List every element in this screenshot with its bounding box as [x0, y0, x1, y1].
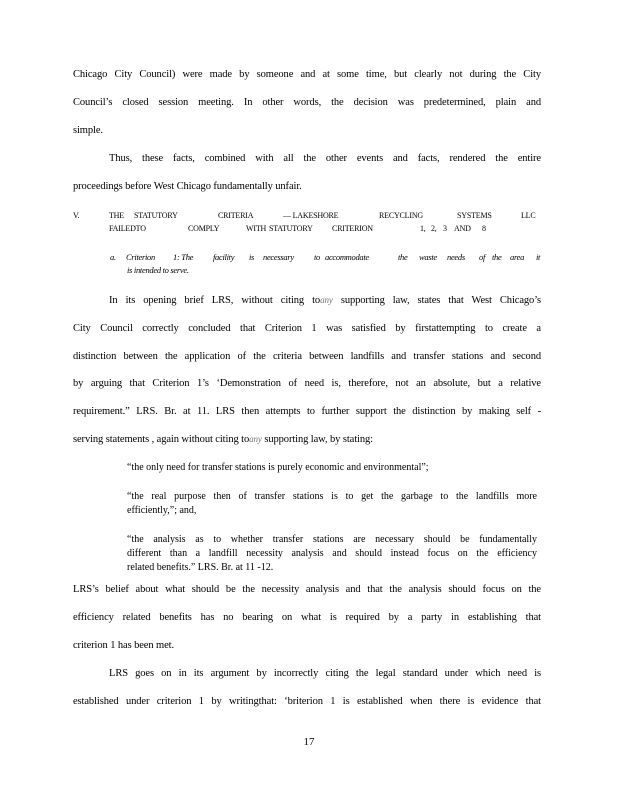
- heading-word: STATUTORY: [269, 224, 313, 233]
- opening-line-1: [109, 295, 541, 306]
- sub-word: area: [510, 252, 525, 262]
- opening-line-2: City Council correctly concluded that Criterion 1 was satisfied by firstattempting to create a: [73, 323, 541, 334]
- heading-word: 3: [443, 224, 447, 233]
- heading-word: SYSTEMS: [457, 211, 492, 220]
- text-run: supporting law, by stating:: [261, 434, 373, 445]
- opening-line-6: [73, 434, 541, 445]
- sub-word: needs: [447, 252, 465, 262]
- sub-word: facility: [213, 252, 235, 262]
- bullet-2-line-2: efficiently,”; and,: [127, 505, 197, 516]
- body-line-3: simple.: [73, 125, 103, 136]
- opening-line-3: distinction between the application of the criteria between landfills and transfer stations and second: [73, 351, 541, 362]
- heading-word: RECYCLING: [379, 211, 423, 220]
- goes-line-2: established under criterion 1 by writingthat: ‘briterion 1 is established when there is evidence that: [73, 696, 541, 707]
- sub-word: 1: The: [173, 252, 194, 262]
- thus-line-1: Thus, these facts, combined with all the other events and facts, rendered the entire: [109, 153, 541, 164]
- heading-word: 8: [482, 224, 486, 233]
- thus-line-2: proceedings before West Chicago fundamentally unfair.: [73, 181, 302, 192]
- sub-word: a.: [110, 252, 116, 262]
- sub-word: the: [492, 252, 502, 262]
- sub-word: is: [249, 252, 255, 262]
- sub-word: it: [536, 252, 541, 262]
- body-line-2: Council’s closed session meeting. In other words, the decision was predetermined, plain and: [73, 97, 541, 108]
- heading-word: CRITERION: [332, 224, 373, 233]
- sub-line-2: is intended to serve.: [127, 265, 189, 275]
- bullet-3-line-2: different than a landfill necessity analysis and should instead focus on the efficiency: [127, 548, 537, 559]
- bullet-3-line-1: “the analysis as to whether transfer stations are necessary should be fundamentally: [127, 534, 537, 545]
- body-line-1: Chicago City Council) were made by someone and at some time, but clearly not during the City: [73, 69, 541, 80]
- sub-word: necessary: [263, 252, 294, 262]
- heading-word: CRITERIA: [218, 211, 254, 220]
- heading-word: FAILEDTO: [109, 224, 146, 233]
- text-run: supporting law, states that West Chicago’s: [332, 295, 542, 306]
- bullet-2-line-1: “the real purpose then of transfer stations is to get the garbage to the landfills more: [127, 491, 537, 502]
- text-run-any: any: [249, 434, 262, 444]
- bullet-1-line-1: “the only need for transfer stations is purely economic and environmental”;: [127, 462, 429, 473]
- page-number: 17: [303, 736, 315, 748]
- sub-word: of: [479, 252, 486, 262]
- text-run: In its opening brief LRS, without citing to: [109, 295, 321, 306]
- heading-word: — LAKESHORE: [283, 211, 339, 220]
- goes-line-1: LRS goes on in its argument by incorrectly citing the legal standard under which need is: [109, 668, 541, 679]
- sub-word: waste: [419, 252, 437, 262]
- heading-word: WITH: [246, 224, 267, 233]
- heading-word: 2,: [431, 224, 437, 233]
- heading-word: THE: [109, 211, 124, 220]
- section-number: V.: [73, 211, 80, 220]
- belief-line-1: LRS’s belief about what should be the necessity analysis and that the analysis should focus on the: [73, 584, 541, 595]
- sub-word: to: [314, 252, 321, 262]
- heading-word: LLC: [521, 211, 536, 220]
- heading-word: AND: [454, 224, 471, 233]
- belief-line-2: efficiency related benefits has no bearing on what is required by a party in establishing that: [73, 612, 541, 623]
- heading-word: COMPLY: [188, 224, 220, 233]
- text-run-any: any: [320, 295, 333, 305]
- sub-word: accommodate: [325, 252, 369, 262]
- sub-word: Criterion: [126, 252, 155, 262]
- belief-line-3: criterion 1 has been met.: [73, 640, 175, 651]
- opening-line-5: requirement.” LRS. Br. at 11. LRS then attempts to further support the distinction by making self -: [73, 406, 541, 417]
- sub-word: the: [398, 252, 408, 262]
- opening-line-4: by arguing that Criterion 1’s ‘Demonstration of need is, therefore, not an absolute, but a relative: [73, 378, 541, 389]
- heading-word: 1,: [420, 224, 426, 233]
- bullet-3-line-3: related benefits.” LRS. Br. at 11 -12.: [127, 562, 274, 573]
- text-run: serving statements , again without citing to: [73, 434, 250, 445]
- heading-word: STATUTORY: [134, 211, 178, 220]
